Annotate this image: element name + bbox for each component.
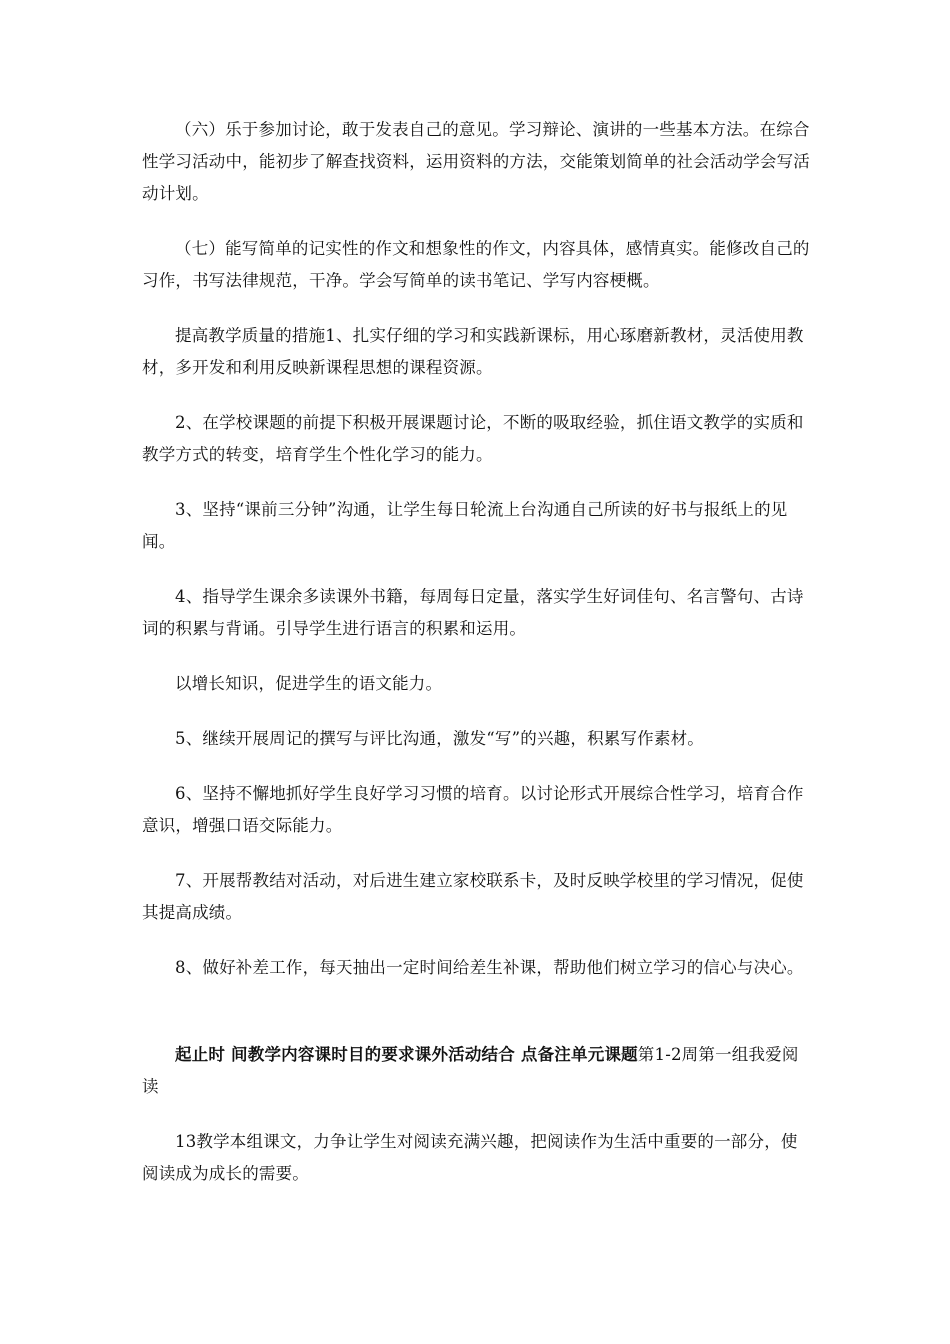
- paragraph-measure-6: 6、坚持不懈地抓好学生良好学习习惯的培育。以讨论形式开展综合性学习，培育合作意识，增强口语交际能力。: [142, 784, 804, 835]
- paragraph-measure-8: 8、做好补差工作，每天抽出一定时间给差生补课，帮助他们树立学习的信心与决心。: [175, 958, 804, 977]
- paragraph-measure-5: 5、继续开展周记的撰写与评比沟通，激发“写”的兴趣，积累写作素材。: [175, 729, 704, 748]
- paragraph-measure-4: 4、指导学生课余多读课外书籍，每周每日定量，落实学生好词佳句、名言警句、古诗词的积累与背诵。引导学生进行语言的积累和运用。: [142, 587, 804, 638]
- paragraph-measure-7: 7、开展帮教结对活动，对后进生建立家校联系卡，及时反映学校里的学习情况，促使其提高成绩。: [142, 871, 804, 922]
- paragraph-unit-1: 13教学本组课文，力争让学生对阅读充满兴趣，把阅读作为生活中重要的一部分，使阅读成为成长的需要。: [142, 1132, 798, 1183]
- paragraph-goal-6: （六）乐于参加讨论，敢于发表自己的意见。学习辩论、演讲的一些基本方法。在综合性学习活动中，能初步了解查找资料，运用资料的方法，交能策划简单的社会活动学会写活动计划。: [142, 120, 810, 203]
- paragraph-measure-2: 2、在学校课题的前提下积极开展课题讨论，不断的吸取经验，抓住语文教学的实质和教学方式的转变，培育学生个性化学习的能力。: [142, 413, 804, 464]
- paragraph-measure-1: 提高教学质量的措施1、扎实仔细的学习和实践新课标，用心琢磨新教材，灵活使用教材，多开发和利用反映新课程思想的课程资源。: [142, 326, 804, 377]
- paragraph-goal-7: （七）能写简单的记实性的作文和想象性的作文，内容具体，感情真实。能修改自己的习作，书写法律规范，干净。学会写简单的读书笔记、学写内容梗概。: [142, 239, 810, 290]
- paragraph-schedule-header: [142, 1039, 812, 1103]
- schedule-header-text: 第1-2周第一组我爱阅读: [142, 1045, 799, 1096]
- paragraph-measure-3: 3、坚持“课前三分钟”沟通，让学生每日轮流上台沟通自己所读的好书与报纸上的见闻。: [142, 500, 788, 551]
- schedule-header-bold: 起止时 间教学内容课时目的要求课外活动结合 点备注单元课题: [175, 1045, 638, 1064]
- paragraph-measure-4-cont: 以增长知识，促进学生的语文能力。: [175, 674, 443, 693]
